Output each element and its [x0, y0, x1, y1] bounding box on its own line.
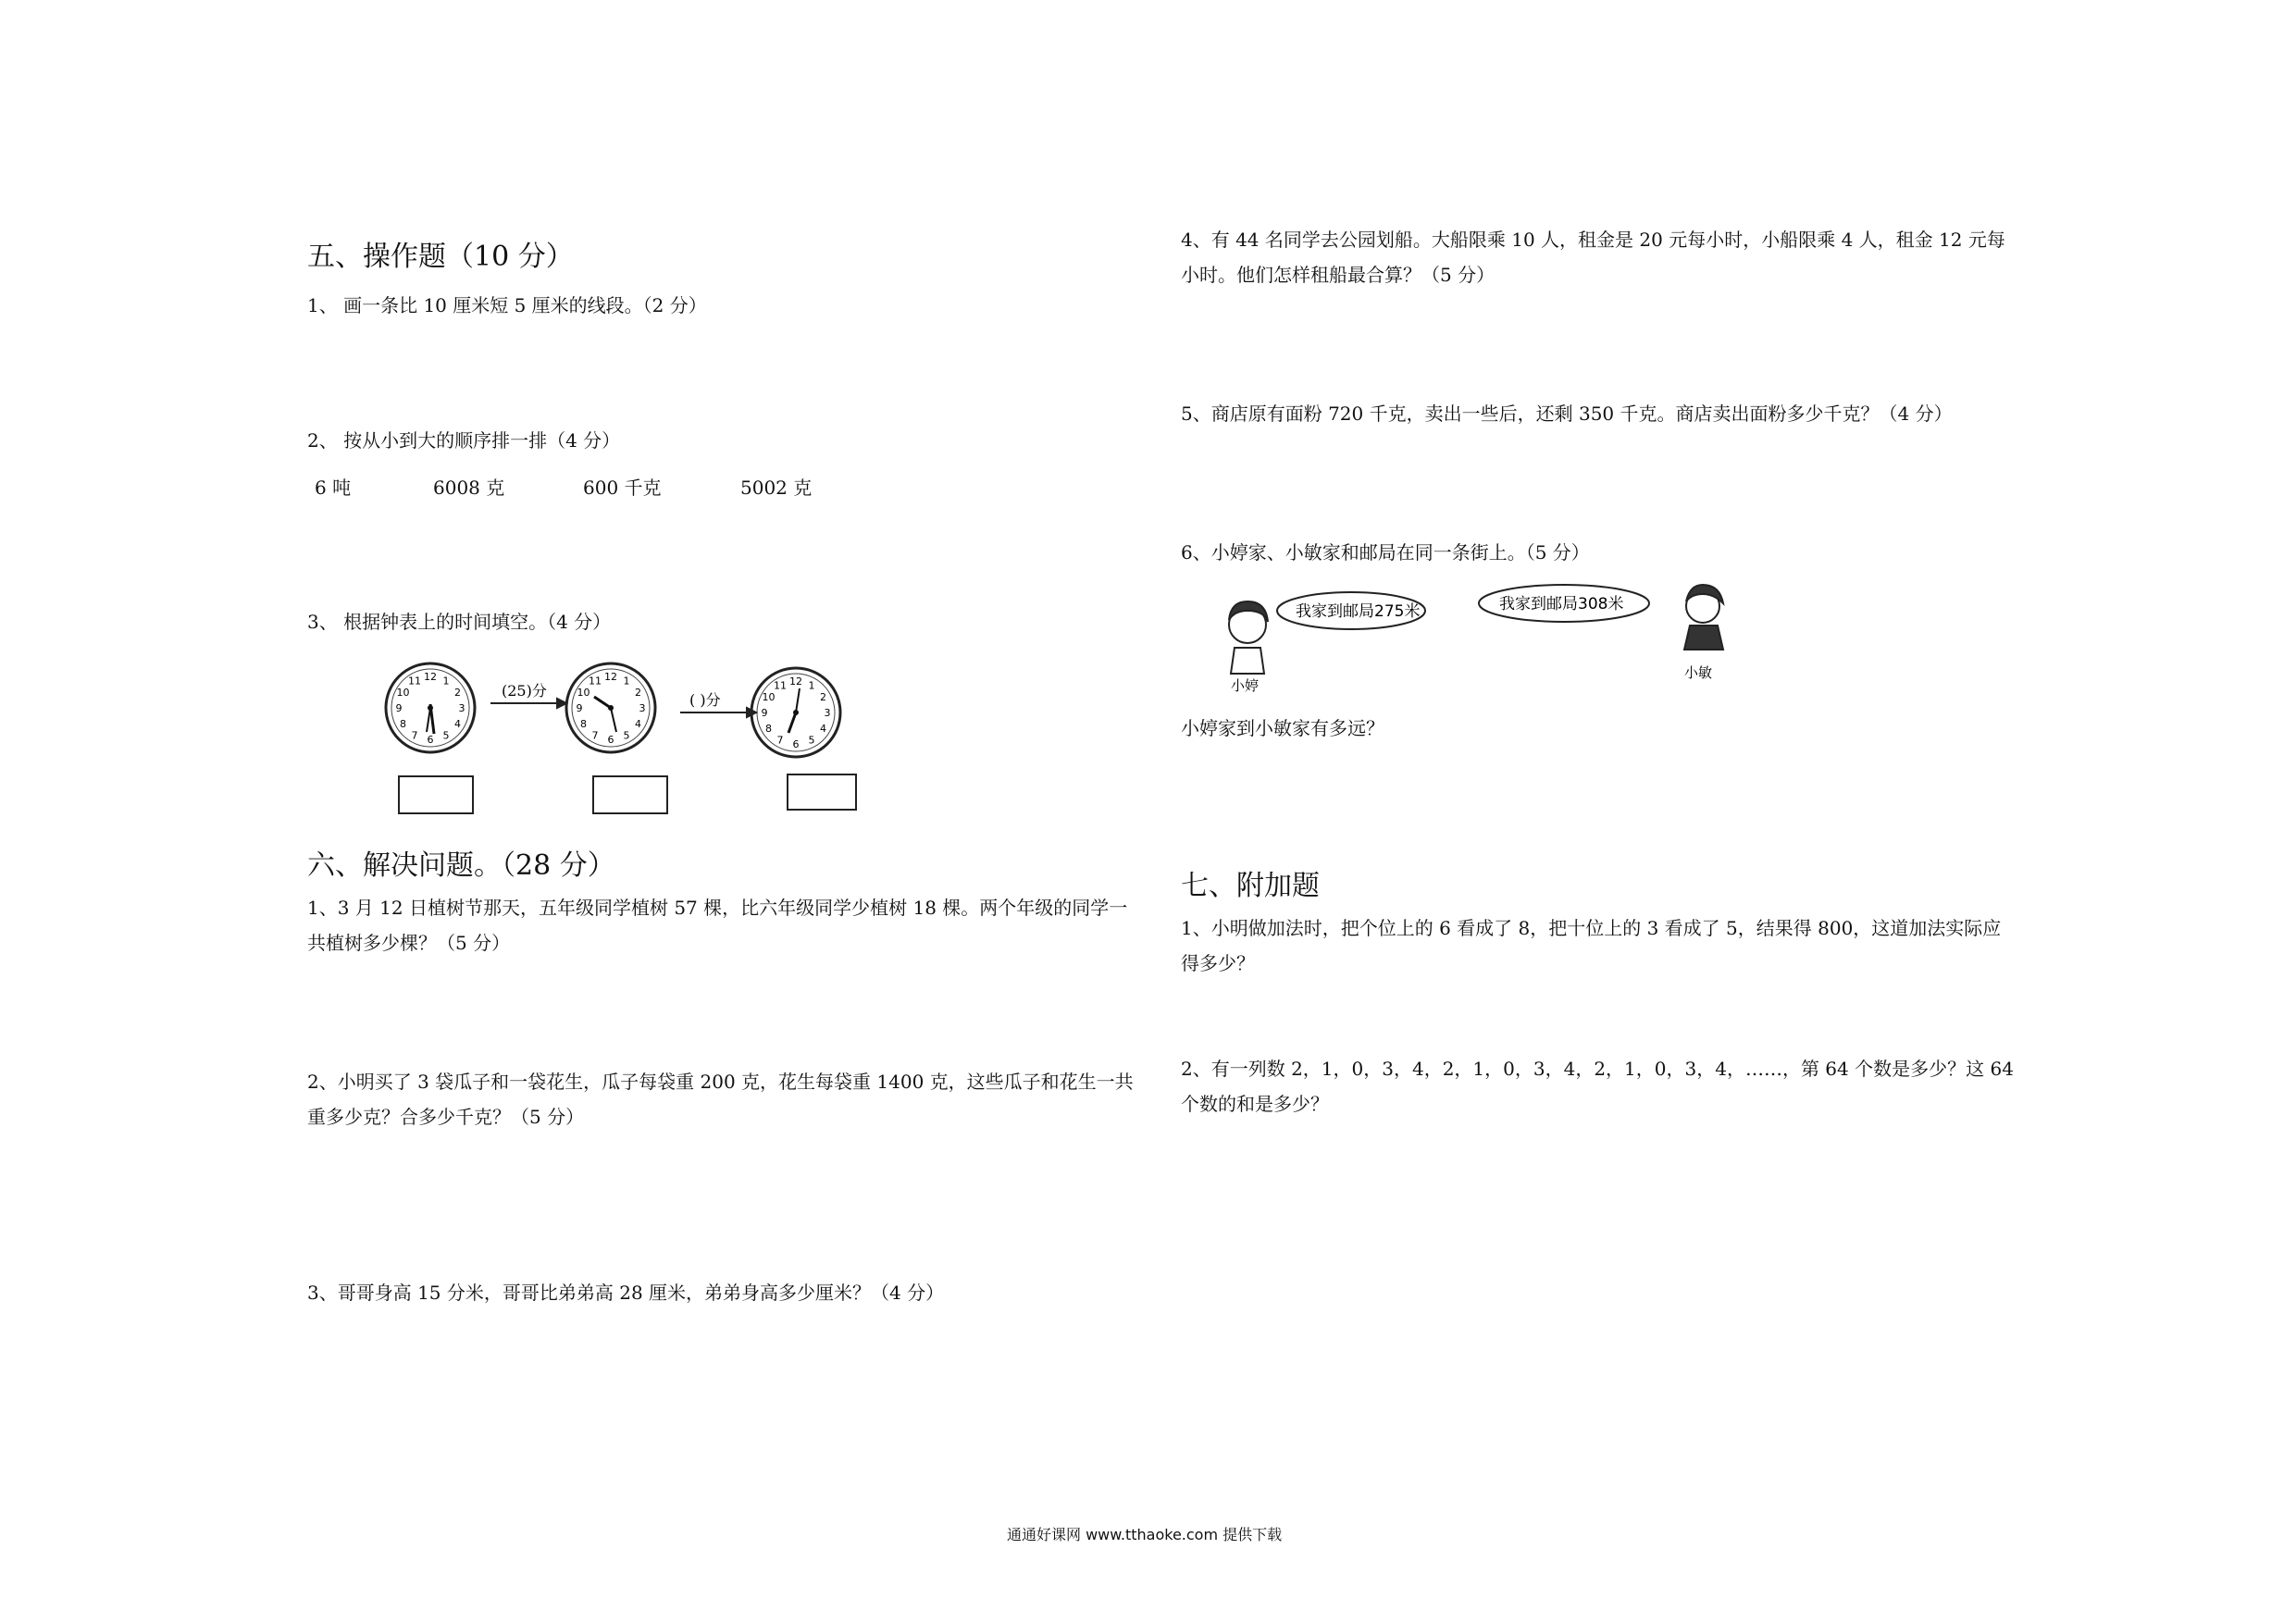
clock-number: 9 [395, 702, 403, 714]
clock-number: 2 [453, 687, 461, 699]
clock-number: 7 [411, 729, 418, 742]
girl-figure-icon [1684, 585, 1723, 650]
girl-figure-icon [1229, 601, 1268, 674]
clock-number: 12 [789, 675, 802, 688]
answer-box-2[interactable] [592, 775, 668, 814]
question-6-ask: 小婷家到小敏家有多远？ [1181, 717, 1384, 739]
clock-number: 6 [427, 734, 434, 746]
clock-number: 8 [400, 718, 407, 730]
clock-number: 7 [591, 729, 599, 742]
arrow-head-1 [557, 699, 566, 708]
kid-label-1: 小婷 [1231, 677, 1260, 694]
clock-number: 3 [639, 702, 646, 714]
clock-number: 6 [792, 738, 800, 750]
arrow-label-2: ( )分 [689, 691, 721, 709]
sec6-question-2: 2、小明买了 3 袋瓜子和一袋花生，瓜子每袋重 200 克，花生每袋重 1400 克，这些瓜子和花生一共重多少克？合多少千克？（5 分） [307, 1071, 1134, 1128]
clock-number: 9 [761, 707, 768, 719]
clock-number: 2 [634, 687, 641, 699]
clock-number: 1 [442, 675, 450, 688]
bubble-text-1: 我家到邮局275米 [1296, 602, 1421, 621]
clock-number: 10 [396, 687, 410, 699]
clock-number: 10 [577, 687, 590, 699]
clock-center [428, 705, 433, 711]
clock-face-icon [566, 663, 655, 752]
clock-number: 12 [424, 671, 437, 683]
clock-number: 11 [408, 675, 421, 688]
clock-number: 5 [442, 729, 450, 742]
clock-number: 6 [607, 734, 614, 746]
answer-box-1[interactable] [398, 775, 474, 814]
sec5-question-2: 2、 按从小到大的顺序排一排（4 分） [307, 429, 621, 452]
weight-item: 5002 克 [740, 477, 813, 499]
question-4: 4、有 44 名同学去公园划船。大船限乘 10 人，租金是 20 元每小时，小船限乘 4 人，租金 12 元每小时。他们怎样租船最合算？（5 分） [1181, 229, 2005, 286]
kid-label-2: 小敏 [1684, 664, 1713, 681]
answer-box-3[interactable] [787, 774, 857, 811]
section-6-title: 六、解决问题。（28 分） [307, 849, 615, 882]
sec6-question-3: 3、哥哥身高 15 分米，哥哥比弟弟高 28 厘米，弟弟身高多少厘米？（4 分） [307, 1282, 945, 1304]
sec5-question-3: 3、 根据钟表上的时间填空。（4 分） [307, 611, 612, 633]
footer-source: 通通好课网 www.tthaoke.com 提供下载 [1007, 1526, 1283, 1543]
sec5-question-1: 1、 画一条比 10 厘米短 5 厘米的线段。（2 分） [307, 294, 707, 316]
clock-number: 8 [580, 718, 588, 730]
sec7-question-2: 2、有一列数 2，1，0，3，4，2，1，0，3，4，2，1，0，3，4，……，第 64 个数是多少？这 64 个数的和是多少？ [1181, 1058, 2014, 1115]
clock-number: 1 [623, 675, 630, 688]
clock-number: 11 [774, 679, 787, 692]
clock-number: 8 [765, 723, 773, 735]
clock-number: 12 [604, 671, 617, 683]
street-illustration [1203, 574, 1758, 694]
sec7-question-1: 1、小明做加法时，把个位上的 6 看成了 8，把十位上的 3 看成了 5，结果得 800，这道加法实际应得多少？ [1181, 917, 2002, 974]
question-5: 5、商店原有面粉 720 千克，卖出一些后，还剩 350 千克。商店卖出面粉多少千克？（4 分） [1181, 403, 1953, 425]
clock-number: 5 [623, 729, 630, 742]
clock-center [608, 705, 614, 711]
arrow-label-1: (25)分 [502, 682, 547, 700]
clock-number: 4 [634, 718, 641, 730]
question-6: 6、小婷家、小敏家和邮局在同一条街上。（5 分） [1181, 541, 1590, 564]
clock-number: 11 [589, 675, 602, 688]
weight-item: 6 吨 [315, 477, 352, 499]
clock-number: 10 [762, 691, 776, 703]
clock-number: 3 [824, 707, 831, 719]
clock-number: 1 [808, 679, 815, 692]
weight-item: 600 千克 [583, 477, 662, 499]
clock-number: 3 [458, 702, 465, 714]
section-7-title: 七、附加题 [1181, 870, 1320, 902]
clock-number: 7 [776, 734, 784, 747]
bubble-text-2: 我家到邮局308米 [1499, 595, 1624, 613]
sec6-question-1: 1、3 月 12 日植树节那天，五年级同学植树 57 棵，比六年级同学少植树 18 棵。两个年级的同学一共植树多少棵？（5 分） [307, 897, 1128, 954]
clock-number: 9 [576, 702, 583, 714]
clock-face-icon [751, 668, 840, 757]
section-5-title: 五、操作题（10 分） [307, 241, 574, 273]
clock-number: 2 [819, 691, 826, 703]
clock-number: 5 [808, 734, 815, 747]
clock-face-icon [386, 663, 475, 752]
clock-number: 4 [819, 723, 826, 735]
weight-item: 6008 克 [433, 477, 505, 499]
clock-number: 4 [453, 718, 461, 730]
clock-center [793, 710, 799, 715]
